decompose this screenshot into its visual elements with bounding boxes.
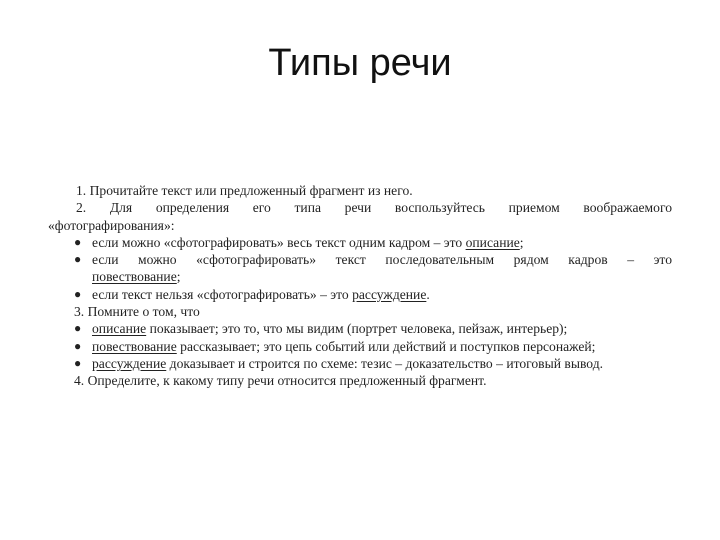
term-description: описание xyxy=(92,321,147,337)
bullet-description xyxy=(48,234,672,251)
bullet-icon: ● xyxy=(74,234,82,249)
bullet-icon: ● xyxy=(74,252,82,267)
bullet-icon: ● xyxy=(74,321,82,336)
step-1: 1. Прочитайте текст или предложенный фрагмент из него. xyxy=(76,183,413,198)
bullet-c3 xyxy=(48,355,672,372)
step-2-line-1: 2. Для определения его типа речи воспользуйтесь приемом воображаемого xyxy=(76,200,672,216)
term-narration: повествование xyxy=(92,269,177,285)
term-reasoning: рассуждение xyxy=(352,286,427,302)
bullet-reasoning xyxy=(48,286,672,303)
bullet-c1 xyxy=(48,320,672,337)
bullet-text: если можно «сфотографировать» текст последовательным рядом кадров – это xyxy=(92,252,672,268)
bullet-narration xyxy=(48,251,672,268)
punct: ; xyxy=(176,269,181,285)
bullet-icon: ● xyxy=(74,286,82,301)
term-narration: повествование xyxy=(92,338,177,354)
bullet-c2 xyxy=(48,338,672,355)
punct: ; xyxy=(519,234,524,250)
bullet-text: показывает; это то, что мы видим (портрет человека, пейзаж, интерьер); xyxy=(146,321,568,337)
instructions-text xyxy=(48,182,672,390)
term-description: описание xyxy=(465,234,520,250)
step-4: 4. Определите, к какому типу речи относится предложенный фрагмент. xyxy=(74,373,487,389)
slide-title: Типы речи xyxy=(268,42,452,84)
term-reasoning: рассуждение xyxy=(92,355,167,371)
bullet-narration-cont xyxy=(48,268,672,285)
bullet-icon: ● xyxy=(74,338,82,353)
step-2-line-2: «фотографирования»: xyxy=(48,217,175,233)
bullet-text: если текст нельзя «сфотографировать» – это xyxy=(92,286,353,302)
step-3: 3. Помните о том, что xyxy=(74,304,200,320)
bullet-text: рассказывает; это цепь событий или действий и поступков персонажей; xyxy=(176,338,596,354)
punct: . xyxy=(426,286,430,302)
bullet-text: доказывает и строится по схеме: тезис – доказательство – итоговый вывод. xyxy=(166,355,604,371)
bullet-text: если можно «сфотографировать» весь текст одним кадром – это xyxy=(92,234,466,250)
bullet-icon: ● xyxy=(74,355,82,370)
